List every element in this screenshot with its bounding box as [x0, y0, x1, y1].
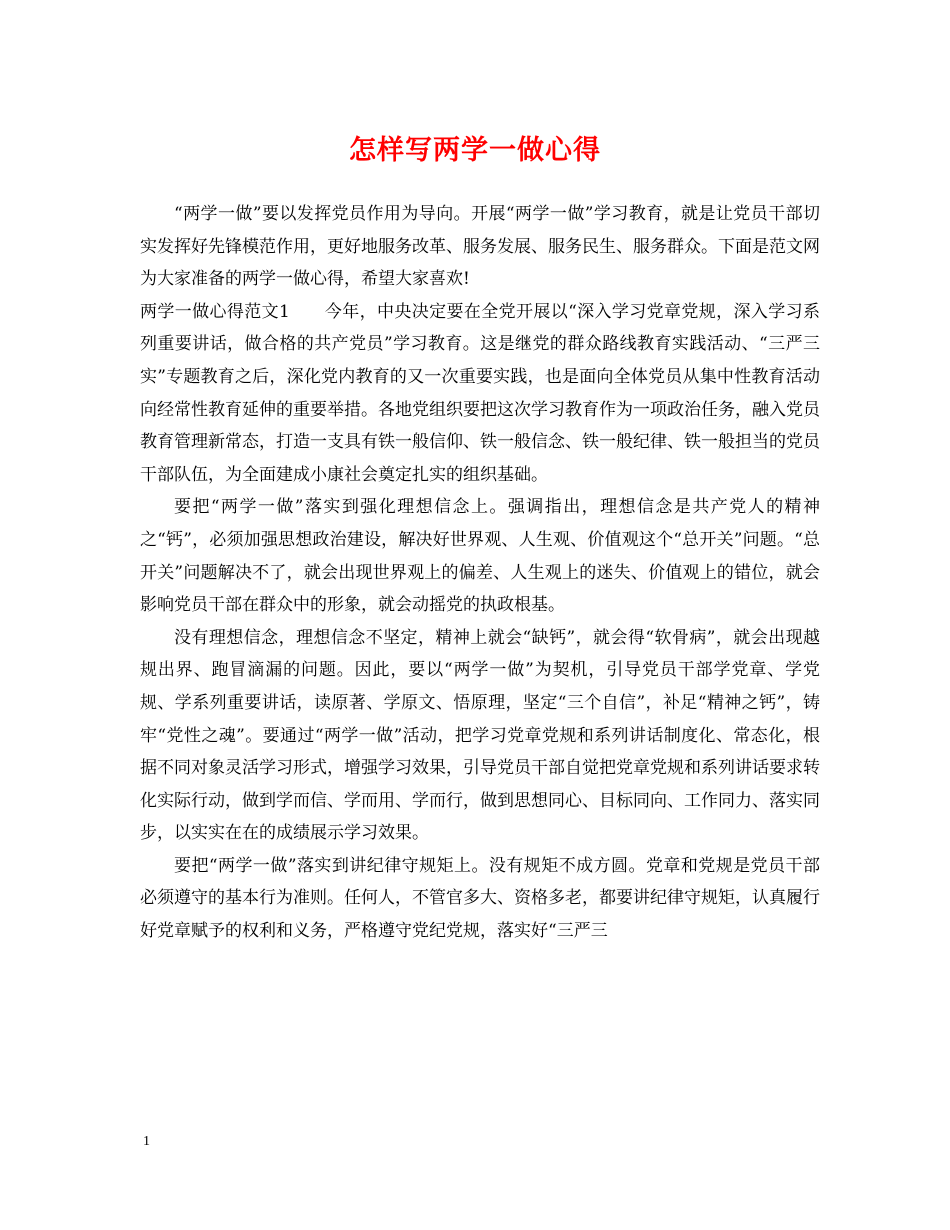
paragraph-ideals: 要把“两学一做”落实到强化理想信念上。强调指出，理想信念是共产党人的精神之“钙”，必须加强思想政治建设，解决好世界观、人生观、价值观这个“总开关”问题。“总开关”问题解决不了，就会出现世界观上的偏差、人生观上的迷失、价值观上的错位，就会影响党员干部在群众中的形象，就会动摇党的执政根基。: [140, 497, 820, 616]
sample-label: 两学一做心得范文1: [140, 301, 325, 322]
document-body: [140, 198, 820, 948]
intro-paragraph: “两学一做”要以发挥党员作用为导向。开展“两学一做”学习教育，就是让党员干部切实发挥好先锋模范作用，更好地服务改革、服务发展、服务民生、服务群众。下面是范文网为大家准备的两学一做心得，希望大家喜欢!: [140, 204, 820, 290]
sample-paragraph: [140, 296, 820, 492]
page-number: 1: [143, 1134, 150, 1149]
sample-text: 今年，中央决定要在全党开展以“深入学习党章党规，深入学习系列重要讲话，做合格的共产党员”学习教育。这是继党的群众路线教育实践活动、“三严三实”专题教育之后，深化党内教育的又一次重要实践，也是面向全体党员从集中性教育活动向经常性教育延伸的重要举措。各地党组织要把这次学习教育作为一项政治任务，融入党员教育管理新常态，打造一支具有铁一般信仰、铁一般信念、铁一般纪律、铁一般担当的党员干部队伍，为全面建成小康社会奠定扎实的组织基础。: [140, 301, 820, 485]
paragraph-calcium: 没有理想信念，理想信念不坚定，精神上就会“缺钙”，就会得“软骨病”，就会出现越规出界、跑冒滴漏的问题。因此，要以“两学一做”为契机，引导党员干部学党章、学党规、学系列重要讲话，读原著、学原文、悟原理，坚定“三个自信”，补足“精神之钙”，铸牢“党性之魂”。要通过“两学一做”活动，把学习党章党规和系列讲话制度化、常态化，根据不同对象灵活学习形式，增强学习效果，引导党员干部自觉把党章党规和系列讲话要求转化实际行动，做到学而信、学而用、学而行，做到思想同心、目标同向、工作同力、落实同步，以实实在在的成绩展示学习效果。: [140, 627, 820, 844]
document-title: 怎样写两学一做心得: [349, 135, 601, 166]
paragraph-discipline: 要把“两学一做”落实到讲纪律守规矩上。没有规矩不成方圆。党章和党规是党员干部必须遵守的基本行为准则。任何人，不管官多大、资格多老，都要讲纪律守规矩，认真履行好党章赋予的权利和义务，严格遵守党纪党规，落实好“三严三: [140, 855, 820, 942]
